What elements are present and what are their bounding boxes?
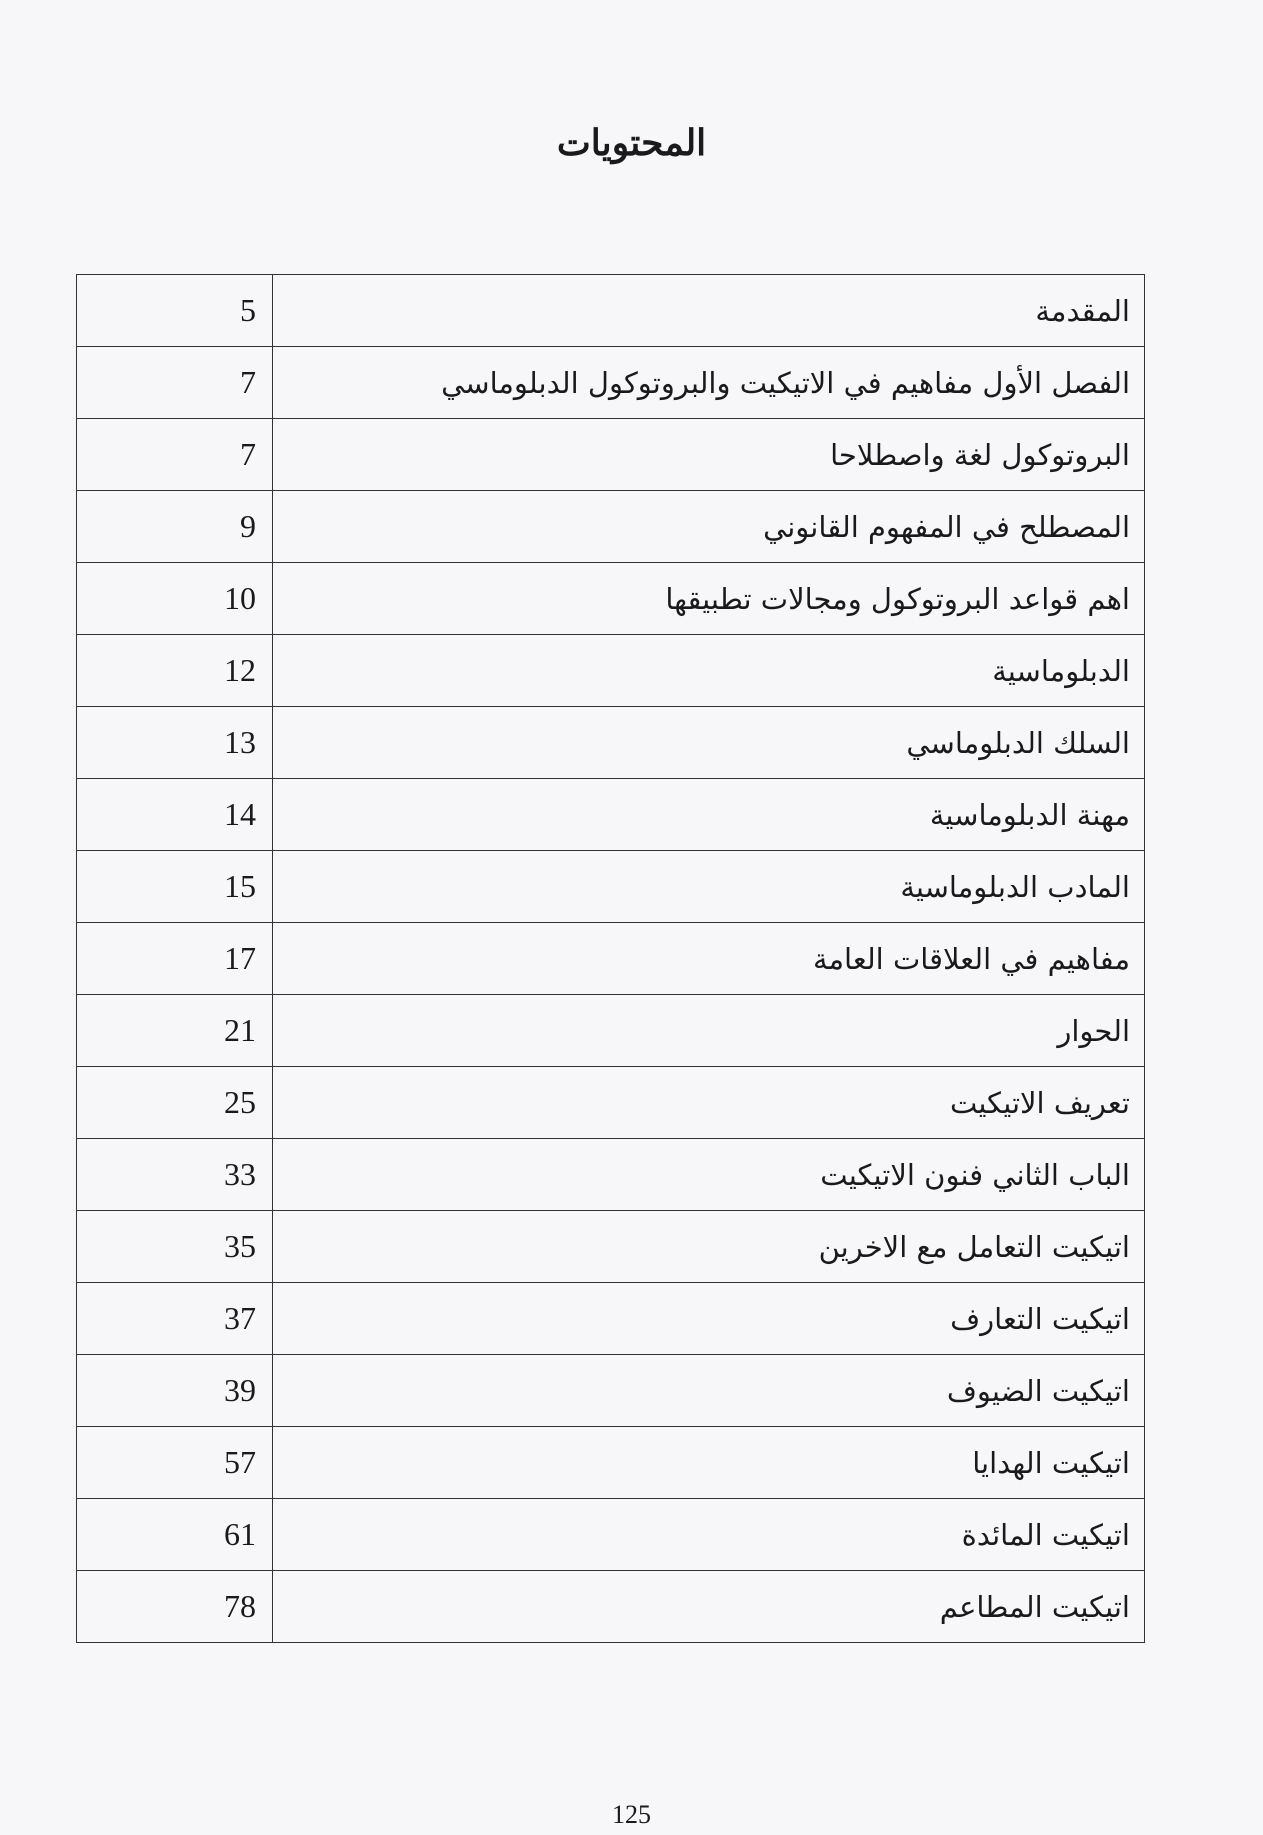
toc-title: المقدمة — [273, 275, 1145, 347]
toc-title: الحوار — [273, 995, 1145, 1067]
toc-row — [77, 851, 1145, 923]
toc-title: اتيكيت المطاعم — [273, 1571, 1145, 1643]
contents-table — [76, 274, 1145, 1643]
toc-page: 25 — [77, 1067, 273, 1139]
toc-row — [77, 1139, 1145, 1211]
toc-row — [77, 419, 1145, 491]
toc-row — [77, 275, 1145, 347]
page-title: المحتويات — [556, 122, 707, 164]
page-number: 125 — [612, 1800, 651, 1829]
toc-page: 14 — [77, 779, 273, 851]
toc-page: 57 — [77, 1427, 273, 1499]
toc-page: 17 — [77, 923, 273, 995]
toc-page: 78 — [77, 1571, 273, 1643]
toc-page: 61 — [77, 1499, 273, 1571]
toc-title: اتيكيت المائدة — [273, 1499, 1145, 1571]
toc-page: 33 — [77, 1139, 273, 1211]
toc-page: 9 — [77, 491, 273, 563]
toc-title: اهم قواعد البروتوكول ومجالات تطبيقها — [273, 563, 1145, 635]
toc-page: 7 — [77, 419, 273, 491]
toc-title: مفاهيم في العلاقات العامة — [273, 923, 1145, 995]
toc-row — [77, 563, 1145, 635]
toc-title: الفصل الأول مفاهيم في الاتيكيت والبروتوكول الدبلوماسي — [273, 347, 1145, 419]
toc-row — [77, 635, 1145, 707]
toc-row — [77, 347, 1145, 419]
toc-row — [77, 1499, 1145, 1571]
toc-page: 15 — [77, 851, 273, 923]
toc-page: 21 — [77, 995, 273, 1067]
toc-title: البروتوكول لغة واصطلاحا — [273, 419, 1145, 491]
toc-title: تعريف الاتيكيت — [273, 1067, 1145, 1139]
toc-title: الباب الثاني فنون الاتيكيت — [273, 1139, 1145, 1211]
toc-row — [77, 779, 1145, 851]
toc-title: السلك الدبلوماسي — [273, 707, 1145, 779]
toc-page: 12 — [77, 635, 273, 707]
toc-row — [77, 1427, 1145, 1499]
toc-title: المصطلح في المفهوم القانوني — [273, 491, 1145, 563]
toc-title: الدبلوماسية — [273, 635, 1145, 707]
toc-title: مهنة الدبلوماسية — [273, 779, 1145, 851]
toc-row — [77, 1067, 1145, 1139]
toc-title: اتيكيت التعامل مع الاخرين — [273, 1211, 1145, 1283]
toc-title: اتيكيت الهدايا — [273, 1427, 1145, 1499]
toc-row — [77, 1283, 1145, 1355]
toc-page: 5 — [77, 275, 273, 347]
toc-row — [77, 1571, 1145, 1643]
toc-row — [77, 995, 1145, 1067]
toc-row — [77, 1355, 1145, 1427]
toc-page: 13 — [77, 707, 273, 779]
toc-title: المادب الدبلوماسية — [273, 851, 1145, 923]
toc-page: 39 — [77, 1355, 273, 1427]
toc-title: اتيكيت التعارف — [273, 1283, 1145, 1355]
toc-page: 35 — [77, 1211, 273, 1283]
toc-title: اتيكيت الضيوف — [273, 1355, 1145, 1427]
toc-row — [77, 491, 1145, 563]
toc-row — [77, 707, 1145, 779]
toc-page: 10 — [77, 563, 273, 635]
toc-row — [77, 1211, 1145, 1283]
toc-row — [77, 923, 1145, 995]
toc-page: 37 — [77, 1283, 273, 1355]
toc-page: 7 — [77, 347, 273, 419]
